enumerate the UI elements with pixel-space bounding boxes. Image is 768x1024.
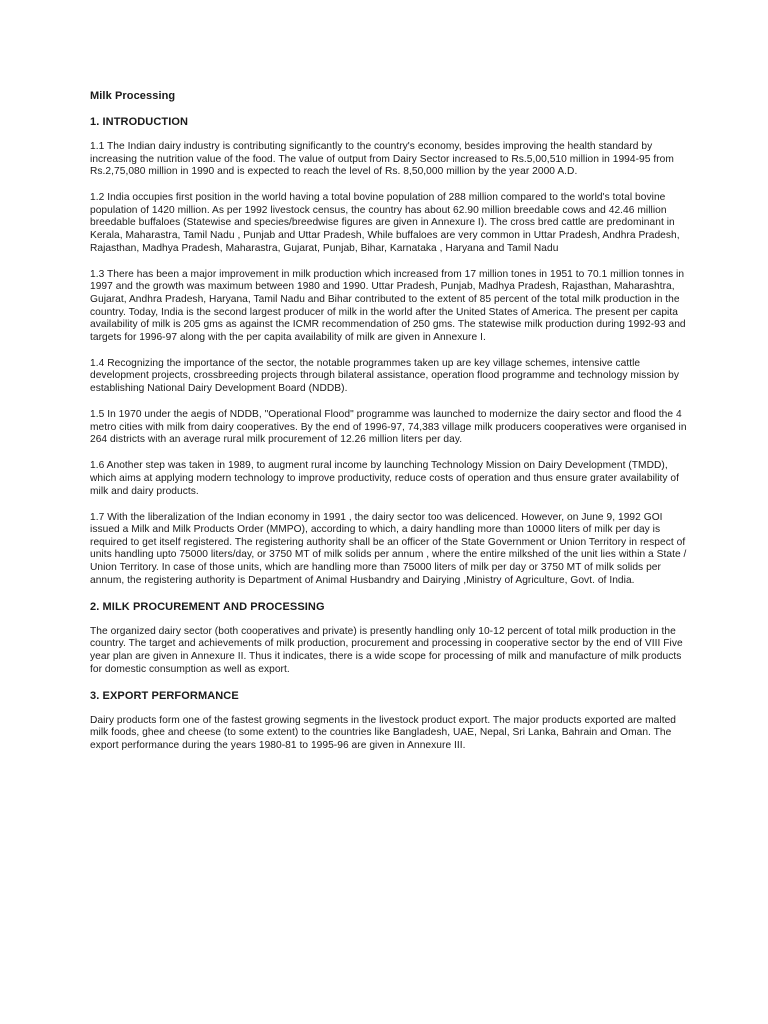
paragraph-2: The organized dairy sector (both cooperatives and private) is presently handling only 10-12 percent of total milk production in the country. The target and achievements of milk production, procurement and processing in cooperative sector by the end of VIII Five year plan are given in Annexure II. Thus it indicates, there is a wide scope for processing of milk and manufacture of milk products for domestic consumption as well as export. <box>90 625 683 675</box>
section-heading: 3. EXPORT PERFORMANCE <box>90 689 239 702</box>
section-heading: 2. MILK PROCUREMENT AND PROCESSING <box>90 600 325 613</box>
paragraph-3: Dairy products form one of the fastest growing segments in the livestock product export. The major products exported are malted milk foods, ghee and cheese (to some extent) to the countries like Bangladesh, UAE, Nepal, Sri Lanka, Bahrain and Oman. The export performance during the years 1980-81 to 1995-96 are given in Annexure III. <box>90 714 677 751</box>
paragraph-1-1: 1.1 The Indian dairy industry is contributing significantly to the country's economy, besides improving the health standard by increasing the nutrition value of the food. The value of output from Dairy Sector increased to Rs.5,00,510 million in 1994-95 from Rs.2,75,080 million in 1990 and is expected to reach the level of Rs. 8,50,000 million by the year 2000 A.D. <box>90 141 674 178</box>
paragraph-1-4: 1.4 Recognizing the importance of the sector, the notable programmes taken up are key village schemes, intensive cattle development projects, crossbreeding projects through bilateral assistance, operation flood programme and technology mission by establishing National Dairy Development Board (NDDB). <box>90 357 680 394</box>
document-body <box>90 89 690 752</box>
section-milk-procurement <box>90 600 690 676</box>
section-export-performance <box>90 689 690 753</box>
paragraph-1-6: 1.6 Another step was taken in 1989, to augment rural income by launching Technology Mission on Dairy Development (TMDD), which aims at applying modern technology to improve productivity, reduce costs of operation and thus ensure grater availability of milk and dairy products. <box>90 460 680 497</box>
paragraph-1-5: 1.5 In 1970 under the aegis of NDDB, "Operational Flood" programme was launched to modernize the dairy sector and flood the 4 metro cities with milk from dairy cooperatives. By the end of 1996-97, 74,383 village milk producers cooperatives were organised in 264 districts with an average rural milk procurement of 12.26 million liters per day. <box>90 409 687 446</box>
paragraph-1-7: 1.7 With the liberalization of the Indian economy in 1991 , the dairy sector too was delicenced. However, on June 9, 1992 GOI issued a Milk and Milk Products Order (MMPO), according to which, a dairy handling more than 10000 liters of milk per day is required to get itself registered. The registering authority shall be an officer of the State Government or Union Territory in respect of units handling upto 75000 liters/day, or 3750 MT of milk solids per annum , where the entire milkshed of the unit lies within a State / Union Territory. In case of those units, which are handling more than 75000 liters of milk per day or 3750 MT of milk solids per annum, the registering authority is Department of Animal Husbandry and Dairying ,Ministry of Agriculture, Govt. of India. <box>90 511 687 586</box>
paragraph-1-3: 1.3 There has been a major improvement in milk production which increased from 17 million tones in 1951 to 70.1 million tonnes in 1997 and the growth was maximum between 1980 and 1990. Uttar Pradesh, Punjab, Madhya Pradesh, Rajasthan, Maharashtra, Gujarat, Andhra Pradesh, Haryana, Tamil Nadu and Bihar contributed to the extent of 85 percent of the total milk production in the country. Today, India is the second largest producer of milk in the world after the United States of America. The present per capita availability of milk is 205 gms as against the ICMR recommendation of 250 gms. The statewise milk production during 1992-93 and targets for 1996-97 along with the per capita availability of milk are given in Annexure I. <box>90 268 686 343</box>
section-heading: 1. INTRODUCTION <box>90 116 189 128</box>
paragraph-1-2: 1.2 India occupies first position in the world having a total bovine population of 288 million compared to the world's total bovine population of 1420 million. As per 1992 livestock census, the country has about 62.90 million breedable cows and 42.46 million breedable buffaloes (Statewise and species/breedwise figures are given in Annexure I). The cross bred cattle are predominant in Kerala, Maharastra, Tamil Nadu , Punjab and Uttar Pradesh, While buffaloes are very common in Uttar Pradesh, Andhra Pradesh, Rajasthan, Madhya Pradesh, Maharastra, Gujarat, Punjab, Bihar, Karnataka , Haryana and Tamil Nadu <box>90 192 680 254</box>
section-introduction <box>90 115 690 587</box>
document-title: Milk Processing <box>90 90 176 102</box>
